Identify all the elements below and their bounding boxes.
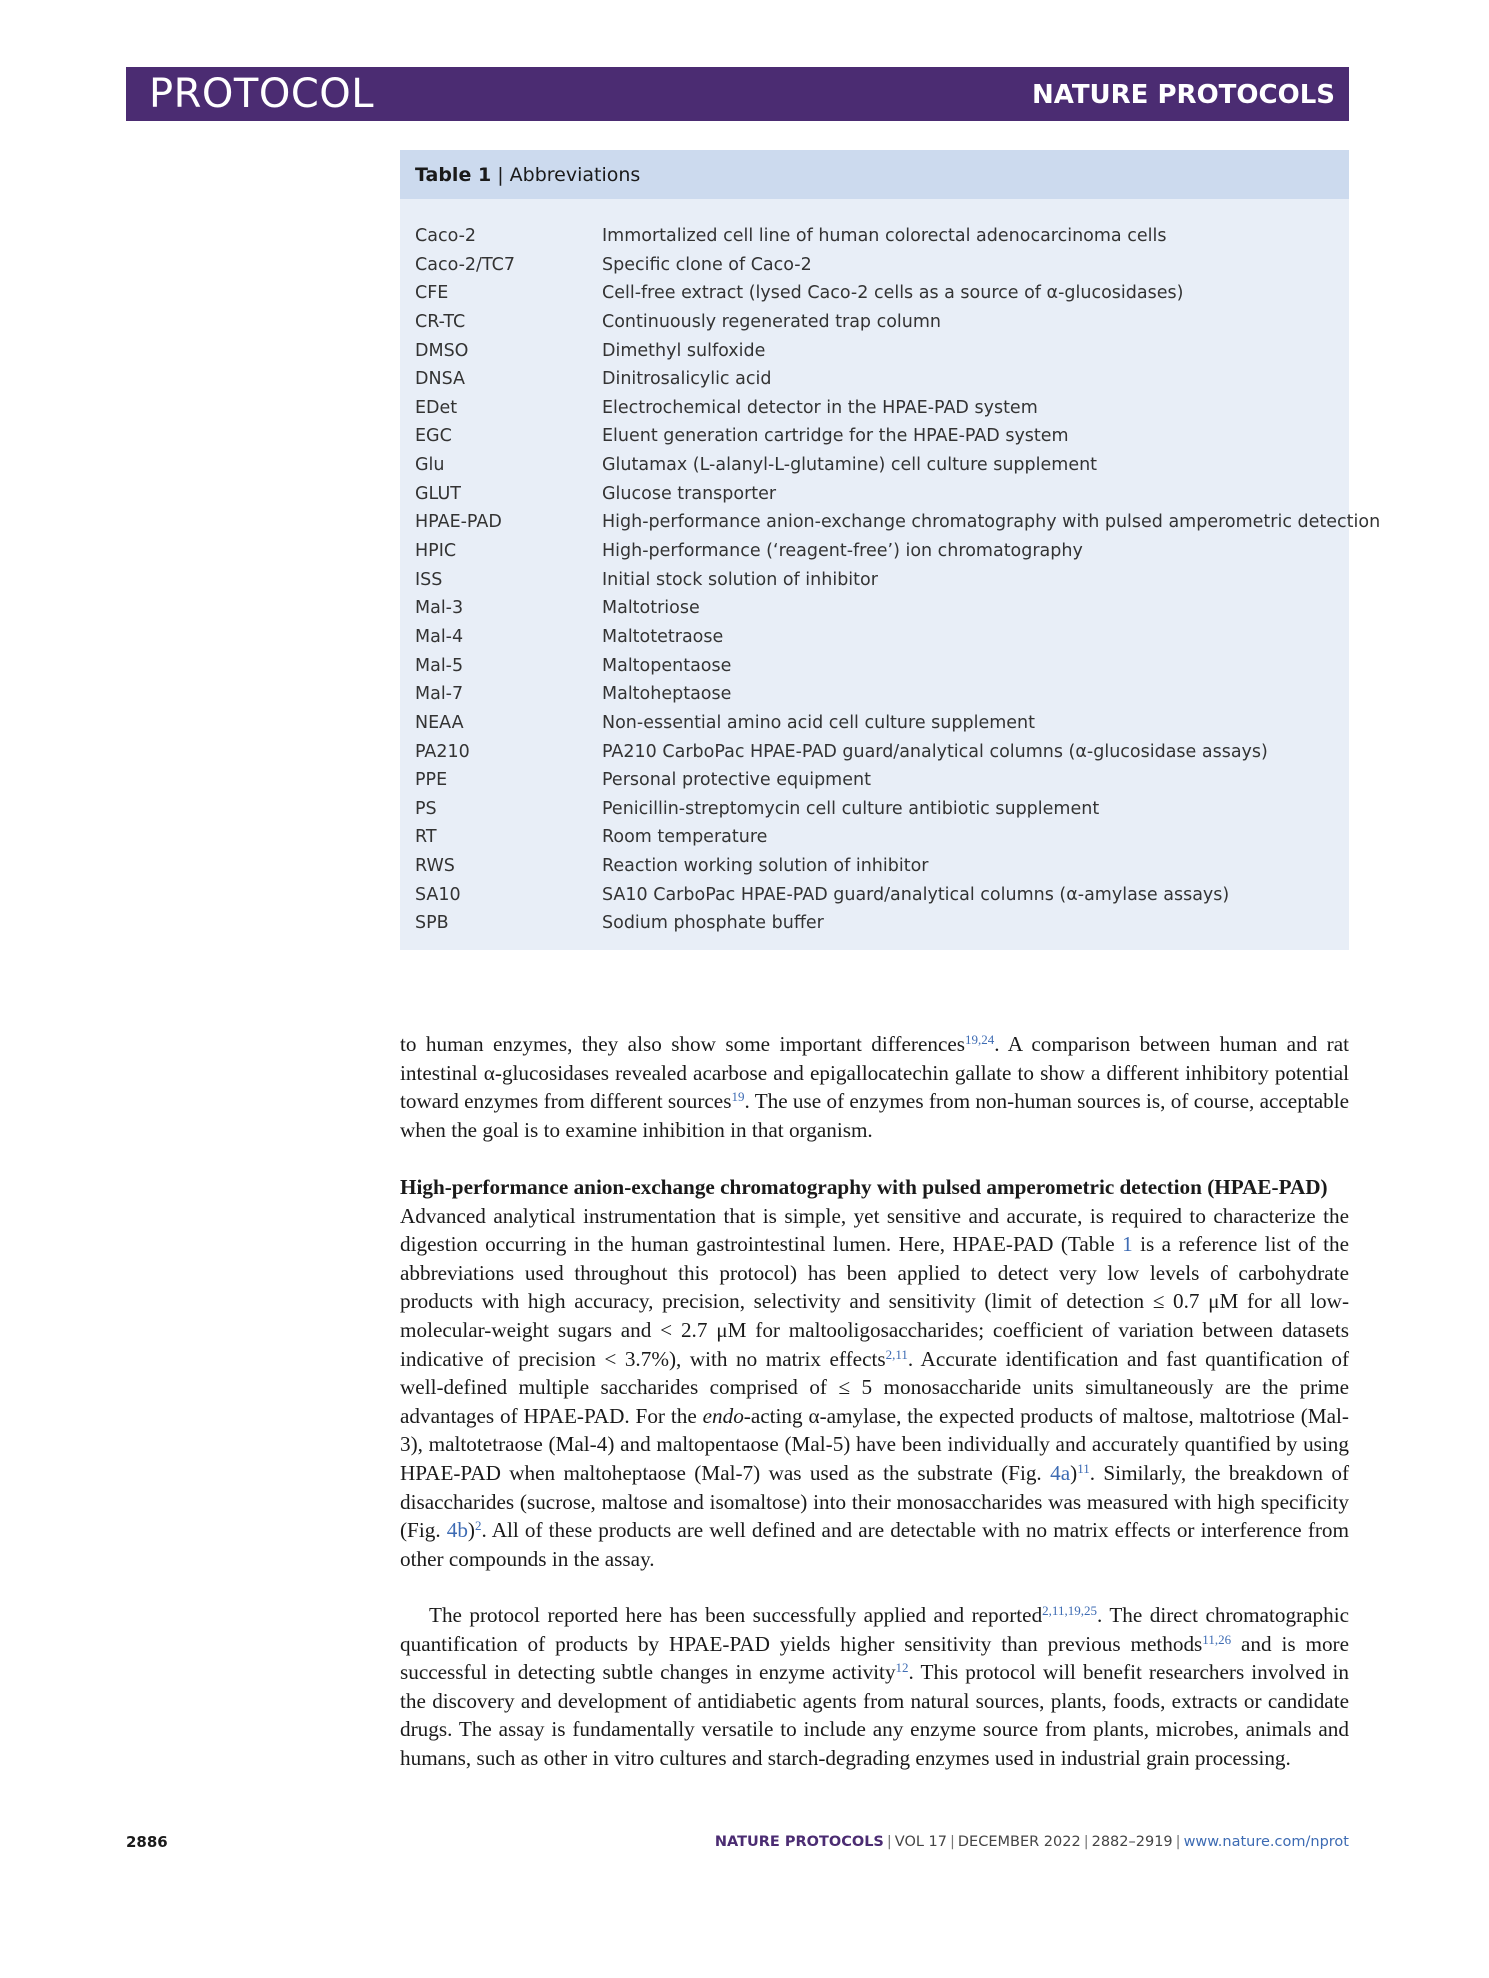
abbreviation-cell: Caco-2	[415, 226, 477, 246]
page-number: 2886	[126, 1833, 168, 1851]
definition-cell: High-performance anion-exchange chromatography with pulsed amperometric detection	[602, 512, 1381, 533]
abbreviation-cell: RWS	[415, 856, 455, 877]
table-row	[400, 222, 1349, 251]
definition-cell: Maltotriose	[602, 598, 700, 619]
paragraph-hpae-pad: High-performance anion-exchange chromatography with pulsed amperometric detection (HPAE-PAD) Advanced analytical instrumentation that is simple, yet sensitive and accurate, is required to characterize the digestion occurring in the human gastrointestinal lumen. Here, HPAE-PAD (Table 1 is a reference list of the abbreviations used throughout this protocol) has been applied to detect very low levels of carbohydrate products with high accuracy, precision, selectivity and sensitivity (limit of detection ≤ 0.7 μM for all low-molecular-weight sugars and < 2.7 μM for maltooligosaccharides; coefficient of variation between datasets indicative of precision < 3.7%), with no matrix effects$^{2,11}$. Accurate identification and fast quantification of well-defined multiple saccharides comprised of ≤ 5 monosaccharide units simultaneously are the prime advantages of HPAE-PAD. For the endo-acting α-amylase, the expected products of maltose, maltotriose (Mal-3), maltotetraose (Mal-4) and maltopentaose (Mal-5) have been individually and accurately quantified by using HPAE-PAD when maltoheptaose (Mal-7) was used as the substrate (Fig. 4a)$^{11}$. Similarly, the breakdown of disaccharides (sucrose, maltose and isomaltose) into their monosaccharides was measured with high specificity (Fig. 4b)$^2$. All of these products are well defined and are detectable with no matrix effects or interference from other compounds in the assay.	[400, 1175, 1350, 1571]
citation-ref[interactable]: 2,11	[885, 1346, 908, 1362]
definition-cell: Maltotetraose	[602, 626, 724, 647]
abbreviation-cell: CR-TC	[415, 311, 466, 332]
abbreviation-cell: Caco-2/TC7	[415, 254, 515, 275]
abbreviation-cell: SA10	[415, 884, 461, 905]
definition-cell: Room temperature	[602, 827, 768, 848]
definition-cell: Reaction working solution of inhibitor	[602, 856, 929, 877]
abbreviation-cell: Glu	[415, 455, 445, 476]
definition-cell: Cell-free extract (lysed Caco-2 cells as a source of α-glucosidases)	[602, 283, 1184, 304]
table-row	[400, 308, 1349, 337]
footer-journal: NATURE PROTOCOLS	[714, 1834, 884, 1850]
abbreviations-table	[400, 150, 1381, 950]
table-row	[400, 680, 1349, 709]
definition-cell: Specific clone of Caco-2	[602, 254, 812, 275]
table-row	[400, 795, 1349, 824]
abbreviation-cell: PPE	[415, 770, 448, 791]
definition-cell: Maltoheptaose	[602, 684, 732, 705]
footer-url-link[interactable]: www.nature.com/nprot	[1183, 1834, 1349, 1850]
definition-cell: Maltopentaose	[602, 655, 732, 676]
definition-cell: Sodium phosphate buffer	[602, 913, 824, 934]
table-row	[400, 766, 1349, 795]
citation-ref[interactable]: 19,24	[965, 1032, 995, 1047]
table-row	[400, 451, 1349, 480]
table-body	[400, 222, 1381, 938]
abbreviation-cell: GLUT	[415, 483, 461, 504]
table-header	[400, 150, 1349, 199]
footer-volume: VOL 17	[894, 1834, 947, 1850]
abbreviation-cell: HPAE-PAD	[415, 512, 502, 533]
abbreviation-cell: RT	[415, 827, 437, 848]
definition-cell: Glucose transporter	[602, 483, 777, 504]
definition-cell: Continuously regenerated trap column	[602, 311, 942, 332]
definition-cell: Immortalized cell line of human colorectal adenocarcinoma cells	[602, 226, 1167, 246]
footer-pages: 2882–2919	[1091, 1834, 1173, 1850]
citation-ref[interactable]: 19	[731, 1089, 745, 1105]
abbreviation-cell: Mal-4	[415, 626, 464, 647]
definition-cell: High-performance (‘reagent-free’) ion chromatography	[602, 541, 1083, 562]
table-row	[400, 279, 1349, 308]
paragraph-protocol-summary: The protocol reported here has been successfully applied and reported$^{2,11,19,25}$. The direct chromatographic quantification of products by HPAE-PAD yields higher sensitivity than previous methods$^{11,26}$ and is more successful in detecting subtle changes in enzyme activity$^{12}$. This protocol will benefit researchers involved in the discovery and development of antidiabetic agents from natural sources, plants, foods, extracts or candidate drugs. The assay is fundamentally versatile to include any enzyme source from plants, microbes, animals and humans, such as other in vitro cultures and starch-degrading enzymes used in industrial grain processing.	[400, 1603, 1349, 1770]
abbreviation-cell: HPIC	[415, 541, 457, 562]
table-row	[400, 852, 1349, 881]
abbreviation-cell: NEAA	[415, 712, 464, 733]
abbreviation-cell: SPB	[415, 913, 449, 934]
definition-cell: Dinitrosalicylic acid	[602, 369, 772, 390]
table-row	[400, 394, 1349, 423]
abbreviation-cell: CFE	[415, 283, 449, 304]
section-label: PROTOCOL	[149, 71, 375, 117]
table-row	[400, 422, 1349, 451]
citation-ref[interactable]: 12	[895, 1660, 909, 1676]
abbreviation-cell: DNSA	[415, 369, 465, 390]
table-row	[400, 537, 1349, 566]
abbreviation-cell: Mal-7	[415, 684, 464, 705]
abbreviation-cell: PA210	[415, 741, 470, 762]
definition-cell: Electrochemical detector in the HPAE-PAD system	[602, 397, 1038, 418]
journal-name: NATURE PROTOCOLS	[1031, 80, 1335, 110]
table-row	[400, 623, 1349, 652]
table-row	[400, 823, 1349, 852]
definition-cell: SA10 CarboPac HPAE-PAD guard/analytical columns (α-amylase assays)	[602, 884, 1230, 905]
abbreviation-cell: Mal-3	[415, 598, 464, 619]
table-row	[400, 337, 1349, 366]
table-label: Table 1	[415, 164, 492, 186]
table-row	[400, 365, 1349, 394]
table-row	[400, 709, 1349, 738]
definition-cell: Dimethyl sulfoxide	[602, 340, 766, 361]
definition-cell: Penicillin-streptomycin cell culture antibiotic supplement	[602, 798, 1100, 819]
section-heading: High-performance anion-exchange chromatography with pulsed amperometric detection (HPAE-PAD)	[400, 1175, 1328, 1199]
citation-ref[interactable]: 11,26	[1202, 1631, 1232, 1647]
definition-cell: Non-essential amino acid cell culture supplement	[602, 712, 1035, 733]
table-row	[400, 566, 1349, 595]
definition-cell: Initial stock solution of inhibitor	[602, 569, 878, 590]
figure-link[interactable]: 4a	[1050, 1460, 1071, 1485]
table-title-separator: |	[491, 164, 510, 186]
abbreviation-cell: DMSO	[415, 340, 469, 361]
citation-ref[interactable]: 11	[1077, 1460, 1090, 1476]
abbreviation-cell: Mal-5	[415, 655, 464, 676]
table-title	[415, 164, 640, 186]
table-link[interactable]: 1	[1122, 1232, 1133, 1257]
footer-date: DECEMBER 2022	[957, 1834, 1081, 1850]
table-row	[400, 652, 1349, 681]
definition-cell: Personal protective equipment	[602, 770, 871, 791]
table-row	[400, 251, 1349, 280]
abbreviation-cell: PS	[415, 798, 437, 819]
table-row	[400, 508, 1381, 537]
table-row	[400, 909, 1349, 938]
footer-citation: NATURE PROTOCOLS | VOL 17 | DECEMBER 2022 | 2882–2919 | www.nature.com/nprot	[714, 1834, 1349, 1850]
definition-cell: Glutamax (L-alanyl-L-glutamine) cell culture supplement	[602, 455, 1098, 476]
paragraph-intro: to human enzymes, they also show some important differences$^{19,24}$. A comparison between human and rat intestinal α-glucosidases revealed acarbose and epigallocatechin gallate to show a different inhibitory potential toward enzymes from different sources$^{19}$. The use of enzymes from non-human sources is, of course, acceptable when the goal is to examine inhibition in that organism.	[400, 1032, 1349, 1142]
citation-ref[interactable]: 2,11,19,25	[1042, 1603, 1097, 1618]
abbreviation-cell: EDet	[415, 397, 458, 418]
citation-ref[interactable]: 2	[474, 1518, 482, 1534]
definition-cell: Eluent generation cartridge for the HPAE-PAD system	[602, 426, 1069, 447]
table-row	[400, 594, 1349, 623]
table-title-text: Abbreviations	[509, 164, 641, 186]
abbreviation-cell: EGC	[415, 426, 452, 447]
journal-header-bar	[126, 67, 1349, 121]
table-row	[400, 480, 1349, 509]
table-row	[400, 738, 1349, 767]
figure-link[interactable]: 4b	[446, 1518, 468, 1543]
definition-cell: PA210 CarboPac HPAE-PAD guard/analytical columns (α-glucosidase assays)	[602, 741, 1268, 762]
abbreviation-cell: ISS	[415, 569, 443, 590]
table-row	[400, 881, 1349, 910]
